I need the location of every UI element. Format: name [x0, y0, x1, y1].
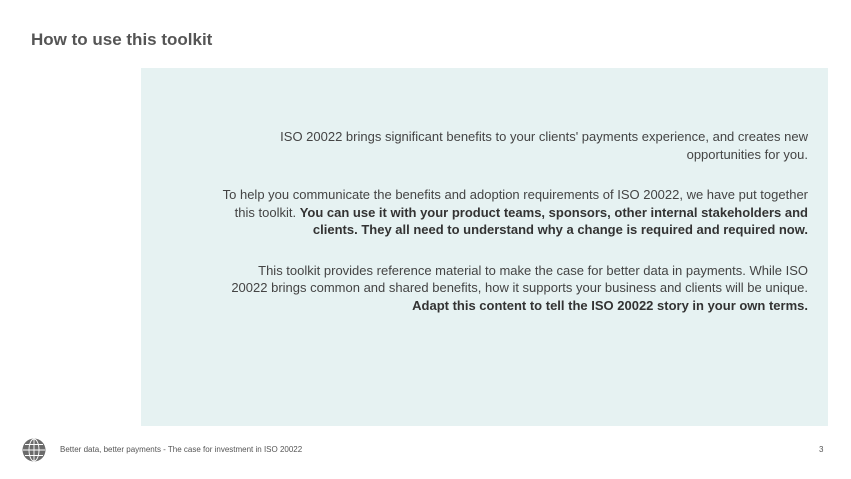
paragraph-2: [220, 186, 808, 239]
body-content: [220, 128, 808, 337]
footer-text: Better data, better payments - The case for investment in ISO 20022: [60, 445, 303, 454]
globe-icon: [22, 438, 46, 462]
paragraph-1-text: ISO 20022 brings significant benefits to your clients' payments experience, and creates new opportunities for you.: [280, 129, 808, 162]
paragraph-3-emphasis: Adapt this content to tell the ISO 20022 story in your own terms.: [412, 297, 808, 313]
paragraph-2-emphasis: You can use it with your product teams, sponsors, other internal stakeholders and clients. They all need to understand why a change is required and required now.: [299, 204, 808, 237]
page-title: How to use this toolkit: [31, 30, 213, 49]
paragraph-3: [220, 262, 808, 315]
paragraph-1: [220, 128, 808, 163]
paragraph-2-text: To help you communicate the benefits and adoption requirements of ISO 20022, we have put together this toolkit.: [222, 187, 808, 220]
paragraph-3-text: This toolkit provides reference material to make the case for better data in payments. While ISO 20022 brings common and shared benefits, how it supports your business and clients will be unique.: [231, 262, 808, 295]
page-number: 3: [819, 445, 824, 454]
